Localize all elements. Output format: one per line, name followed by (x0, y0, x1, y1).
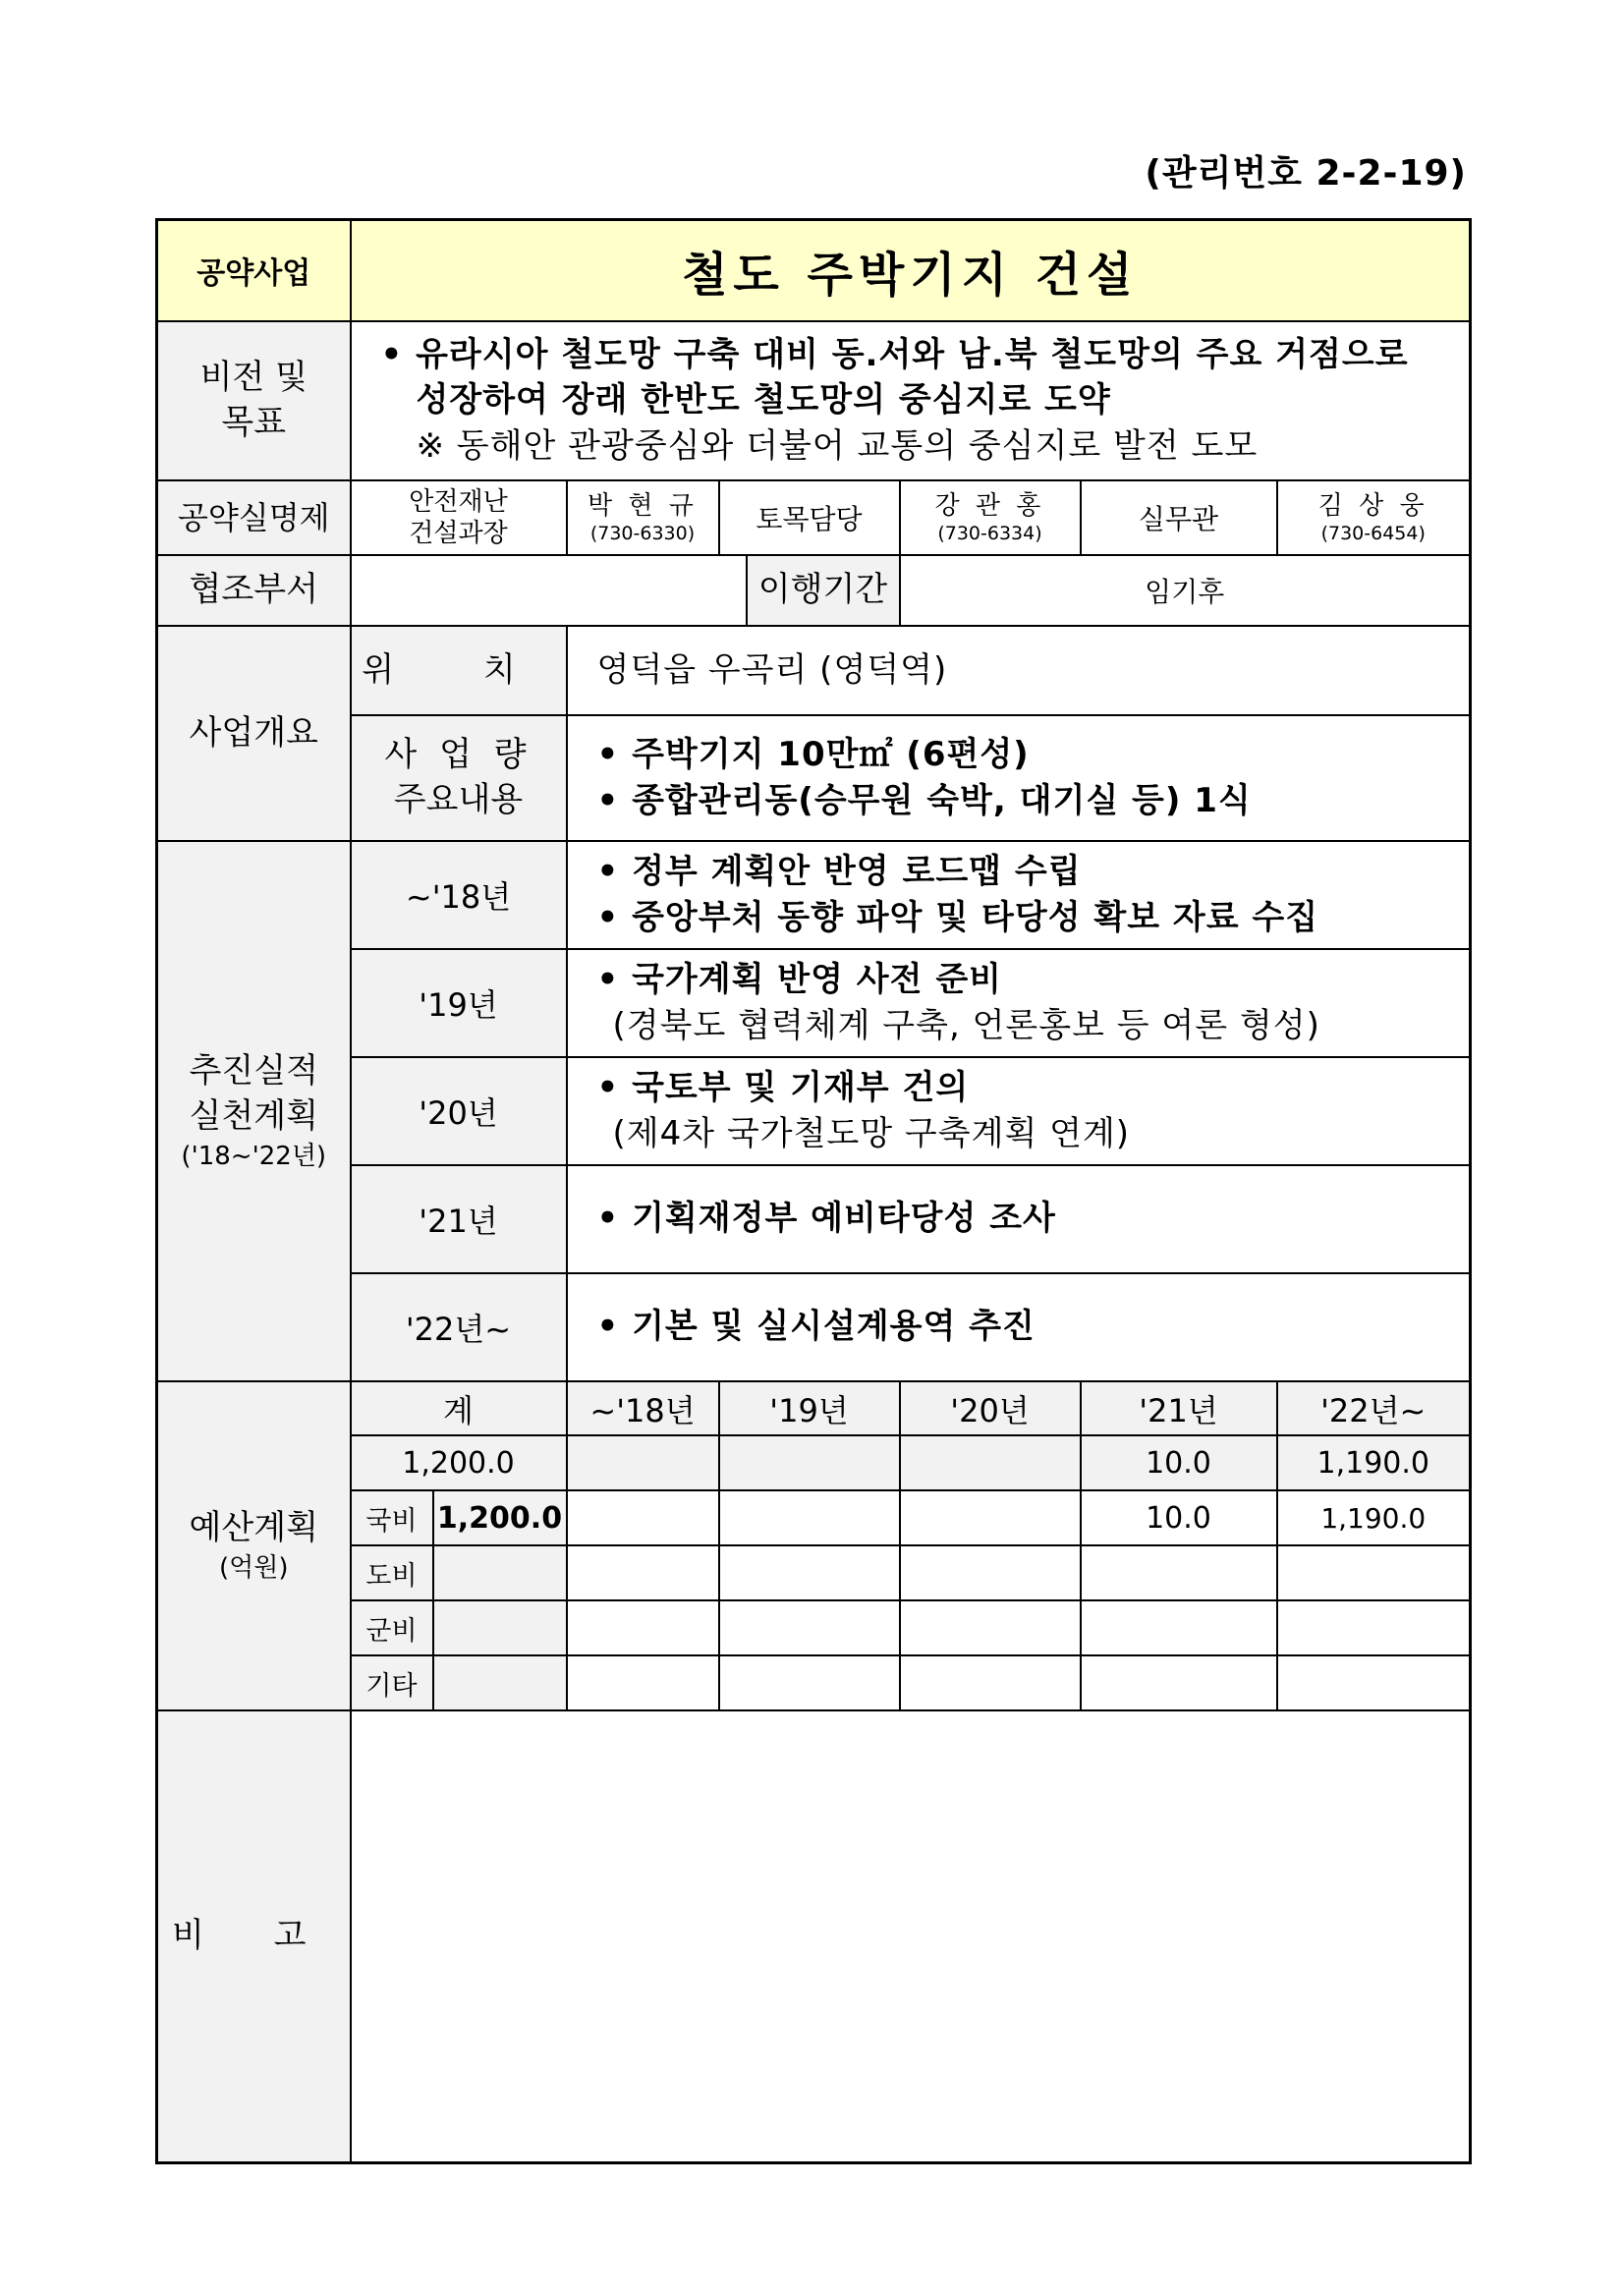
budget-label (157, 1381, 351, 1710)
budget-cell (1277, 1600, 1471, 1655)
pledge-title: 철도 주박기지 건설 (351, 220, 1471, 321)
cooperation-label: 협조부서 (157, 555, 351, 626)
progress-label-line2: 실천계획 (189, 1095, 318, 1136)
budget-cell (900, 1545, 1081, 1600)
budget-source-total (433, 1545, 567, 1600)
budget-source-total (433, 1655, 567, 1710)
budget-unit: (억원) (218, 1553, 289, 1584)
location-label (351, 626, 567, 715)
budget-cell: 10.0 (1081, 1490, 1277, 1545)
budget-cell (719, 1490, 900, 1545)
budget-cell: 10.0 (1081, 1435, 1277, 1490)
person-1-name: 박 현 규 (588, 491, 698, 522)
scope-item: • 주박기지 10만㎡ (6편성) (596, 734, 1030, 774)
budget-cell (567, 1490, 719, 1545)
location-value: 영덕읍 우곡리 (영덕역) (567, 626, 1471, 715)
budget-header: '22년~ (1277, 1381, 1471, 1435)
budget-cell (900, 1655, 1081, 1710)
budget-cell (900, 1600, 1081, 1655)
progress-year: ~'18년 (351, 841, 567, 949)
vision-line-1: • 유라시아 철도망 구축 대비 동.서와 남.북 철도망의 주요 거점으로 (380, 334, 1409, 374)
period-value: 임기후 (900, 555, 1471, 626)
person-3-name: 김 상 웅 (1317, 491, 1428, 522)
budget-cell (567, 1545, 719, 1600)
scope-label-line1: 사 업 량 (384, 735, 532, 775)
scope-label (351, 715, 567, 841)
progress-line: • 기본 및 실시설계용역 추진 (596, 1307, 1036, 1347)
budget-header: 계 (351, 1381, 567, 1435)
budget-cell: 1,190.0 (1277, 1490, 1471, 1545)
budget-cell (567, 1435, 719, 1490)
budget-source-total: 1,200.0 (433, 1490, 567, 1545)
scope-label-line2: 주요내용 (393, 780, 524, 820)
progress-year: '22년~ (351, 1273, 567, 1381)
responsible-label: 공약실명제 (157, 480, 351, 555)
remarks-value (351, 1710, 1471, 2162)
progress-line: • 정부 계획안 반영 로드맵 수립 (596, 851, 1082, 891)
person-2-name: 강 관 홍 (934, 491, 1045, 522)
progress-line: • 기획재정부 예비타당성 조사 (596, 1199, 1056, 1239)
budget-cell (1081, 1600, 1277, 1655)
remarks-label-text: 비 고 (172, 1916, 336, 1956)
budget-cell (1277, 1655, 1471, 1710)
progress-content (567, 1165, 1471, 1273)
vision-line-2: 성장하여 장래 한반도 철도망의 중심지로 도약 (416, 380, 1111, 420)
budget-cell (1081, 1545, 1277, 1600)
budget-header: '21년 (1081, 1381, 1277, 1435)
budget-label-text: 예산계획 (189, 1508, 318, 1548)
responsible-dept-line1: 안전재난 (409, 486, 508, 517)
progress-content (567, 841, 1471, 949)
vision-content (351, 321, 1471, 481)
budget-cell (567, 1600, 719, 1655)
responsible-person-1 (567, 480, 719, 555)
budget-cell (900, 1435, 1081, 1490)
progress-label-period: ('18~'22년) (181, 1141, 327, 1171)
location-label-text: 위 치 (362, 649, 555, 690)
budget-cell (719, 1655, 900, 1710)
person-1-phone: (730-6330) (589, 522, 696, 544)
budget-cell (1277, 1545, 1471, 1600)
progress-content (567, 949, 1471, 1057)
budget-cell (719, 1600, 900, 1655)
progress-line: • 국가계획 반영 사전 준비 (596, 959, 1003, 999)
budget-source-name: 도비 (351, 1545, 433, 1600)
budget-cell (900, 1490, 1081, 1545)
vision-label (157, 321, 351, 481)
person-3-phone: (730-6454) (1320, 522, 1426, 544)
management-number: (관리번호 2-2-19) (1145, 153, 1467, 194)
budget-source-name: 국비 (351, 1490, 433, 1545)
budget-cell (719, 1545, 900, 1600)
budget-total: 1,200.0 (351, 1435, 567, 1490)
scope-content (567, 715, 1471, 841)
progress-label (157, 841, 351, 1381)
budget-header: '20년 (900, 1381, 1081, 1435)
responsible-role-2: 토목담당 (719, 480, 900, 555)
cooperation-value (351, 555, 747, 626)
pledge-table (155, 218, 1472, 2164)
scope-item: • 종합관리동(승무원 숙박, 대기실 등) 1식 (596, 781, 1252, 821)
responsible-person-3 (1277, 480, 1471, 555)
vision-note: ※ 동해안 관광중심와 더불어 교통의 중심지로 발전 도모 (416, 426, 1259, 467)
responsible-role-3: 실무관 (1081, 480, 1277, 555)
progress-year: '19년 (351, 949, 567, 1057)
progress-line: (제4차 국가철도망 구축계획 연계) (612, 1114, 1131, 1154)
remarks-label (157, 1710, 351, 2162)
budget-header: ~'18년 (567, 1381, 719, 1435)
responsible-dept (351, 480, 567, 555)
budget-cell (1081, 1655, 1277, 1710)
progress-line: • 국토부 및 기재부 건의 (596, 1067, 970, 1107)
budget-cell: 1,190.0 (1277, 1435, 1471, 1490)
overview-label: 사업개요 (157, 626, 351, 841)
budget-source-name: 기타 (351, 1655, 433, 1710)
budget-source-name: 군비 (351, 1600, 433, 1655)
vision-label-text: 비전 및 목표 (199, 357, 308, 442)
progress-content (567, 1273, 1471, 1381)
progress-year: '21년 (351, 1165, 567, 1273)
budget-header: '19년 (719, 1381, 900, 1435)
budget-cell (719, 1435, 900, 1490)
period-label: 이행기간 (747, 555, 900, 626)
progress-line: (경북도 협력체계 구축, 언론홍보 등 여론 형성) (612, 1006, 1320, 1046)
progress-label-line1: 추진실적 (189, 1050, 318, 1091)
progress-line: • 중앙부처 동향 파악 및 타당성 확보 자료 수집 (596, 898, 1319, 938)
budget-cell (567, 1655, 719, 1710)
person-2-phone: (730-6334) (937, 522, 1042, 544)
progress-content (567, 1057, 1471, 1165)
budget-source-total (433, 1600, 567, 1655)
pledge-label: 공약사업 (157, 220, 351, 321)
responsible-dept-line2: 건설과장 (409, 519, 508, 549)
responsible-person-2 (900, 480, 1081, 555)
progress-year: '20년 (351, 1057, 567, 1165)
